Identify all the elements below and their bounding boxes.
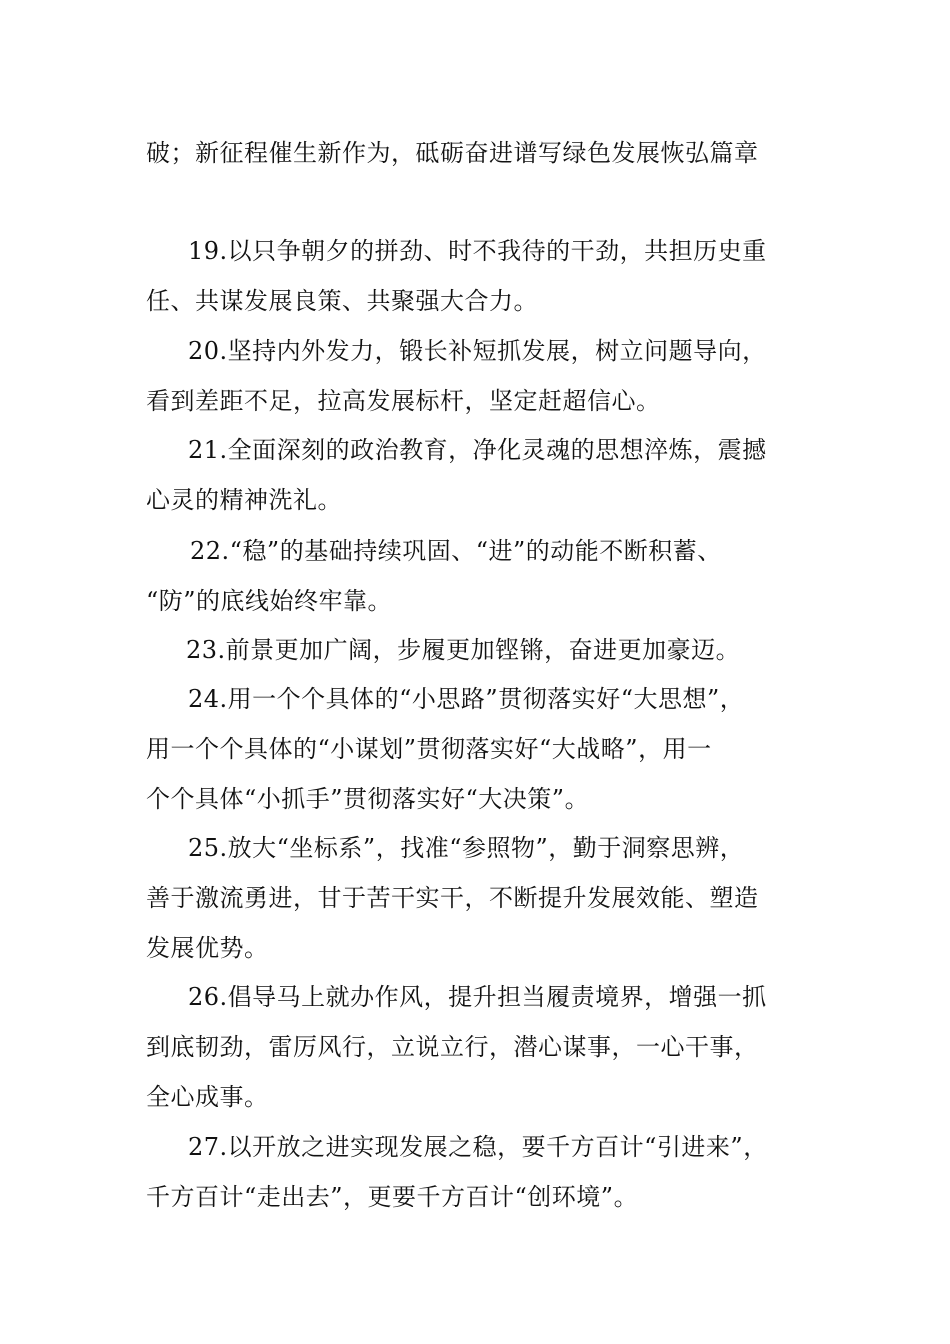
text-line: 24.用一个个具体的“小思路”贯彻落实好“大思想”， bbox=[188, 685, 745, 713]
text-line: 个个具体“小抓手”贯彻落实好“大决策”。 bbox=[146, 785, 590, 813]
text-line: “防”的底线始终牢靠。 bbox=[146, 587, 393, 615]
text-line: 任、共谋发展良策、共聚强大合力。 bbox=[146, 287, 538, 315]
text-line: 到底韧劲，雷厉风行，立说立行，潜心谋事，一心干事， bbox=[146, 1033, 759, 1061]
text-line: 破；新征程催生新作为，砥砺奋进谱写绿色发展恢弘篇章 bbox=[146, 139, 759, 167]
text-line: 用一个个具体的“小谋划”贯彻落实好“大战略”，用一 bbox=[146, 735, 712, 763]
text-line: 看到差距不足，拉高发展标杆，坚定赶超信心。 bbox=[146, 387, 661, 415]
text-line: 千方百计“走出去”，更要千方百计“创环境”。 bbox=[146, 1183, 639, 1211]
text-line: 23.前景更加广阔，步履更加铿锵，奋进更加豪迈。 bbox=[186, 636, 741, 664]
text-line: 22.“稳”的基础持续巩固、“进”的动能不断积蓄、 bbox=[190, 537, 722, 565]
text-line: 19.以只争朝夕的拼劲、时不我待的干劲，共担历史重 bbox=[188, 237, 767, 265]
text-line: 27.以开放之进实现发展之稳，要千方百计“引进来”， bbox=[188, 1133, 768, 1161]
text-line: 全心成事。 bbox=[146, 1083, 269, 1111]
text-line: 20.坚持内外发力，锻长补短抓发展，树立问题导向， bbox=[188, 337, 767, 365]
text-line: 25.放大“坐标系”，找准“参照物”，勤于洞察思辨， bbox=[188, 834, 745, 862]
text-line: 21.全面深刻的政治教育，净化灵魂的思想淬炼，震撼 bbox=[188, 436, 767, 464]
text-line: 26.倡导马上就办作风，提升担当履责境界，增强一抓 bbox=[188, 983, 767, 1011]
text-line: 发展优势。 bbox=[146, 934, 269, 962]
text-line: 心灵的精神洗礼。 bbox=[146, 486, 342, 514]
text-line: 善于激流勇进，甘于苦干实干，不断提升发展效能、塑造 bbox=[146, 884, 759, 912]
